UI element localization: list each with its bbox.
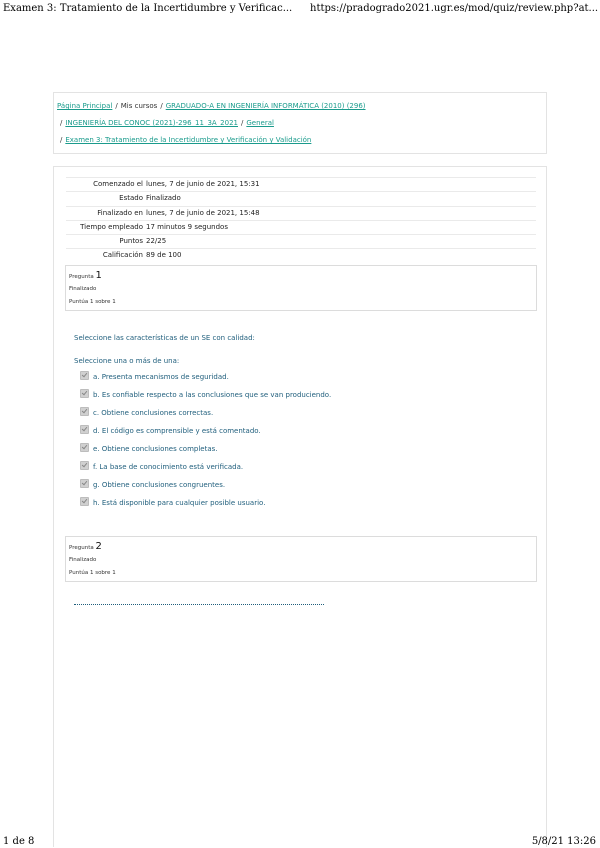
summary-key: Puntos bbox=[119, 237, 143, 246]
checked-checkbox-icon[interactable] bbox=[80, 497, 89, 506]
breadcrumb-course-link[interactable]: INGENIERÍA DEL CONOC (2021)-296_11_3A_2021 bbox=[65, 119, 238, 127]
question-label: Pregunta bbox=[69, 545, 94, 551]
checked-checkbox-icon[interactable] bbox=[80, 443, 89, 452]
question-number-value: 2 bbox=[95, 541, 102, 552]
breadcrumb-exam-link[interactable]: Examen 3: Tratamiento de la Incertidumbre y Verificación y Validación bbox=[65, 136, 312, 144]
summary-row bbox=[66, 220, 536, 234]
quiz-review-region bbox=[53, 166, 547, 847]
breadcrumb-my-courses: Mis cursos bbox=[120, 102, 158, 110]
answer-option[interactable] bbox=[80, 497, 265, 507]
print-datetime: 5/8/21 13:26 bbox=[531, 836, 596, 847]
checked-checkbox-icon[interactable] bbox=[80, 425, 89, 434]
breadcrumb-home-link[interactable]: Página Principal bbox=[57, 102, 113, 110]
summary-value: 89 de 100 bbox=[146, 251, 182, 260]
breadcrumb-line-1 bbox=[57, 102, 366, 110]
checked-checkbox-icon[interactable] bbox=[80, 389, 89, 398]
answer-option[interactable] bbox=[80, 443, 218, 453]
answer-option-label: h. Está disponible para cualquier posible usuario. bbox=[93, 499, 266, 507]
attempt-summary-table bbox=[66, 177, 536, 263]
breadcrumb-line-3 bbox=[57, 136, 311, 144]
answer-option-label: g. Obtiene conclusiones congruentes. bbox=[93, 481, 226, 489]
summary-value: 22/25 bbox=[146, 237, 167, 246]
question-2-text-cut-off bbox=[74, 603, 324, 606]
breadcrumb-separator: / bbox=[115, 102, 118, 110]
summary-key: Comenzado el bbox=[93, 180, 143, 188]
breadcrumb-separator: / bbox=[60, 136, 63, 144]
breadcrumb-separator: / bbox=[241, 119, 244, 127]
answer-option[interactable] bbox=[80, 461, 243, 471]
summary-key: Calificación bbox=[102, 251, 143, 260]
summary-value: 17 minutos 9 segundos bbox=[146, 222, 228, 231]
print-header bbox=[0, 0, 600, 20]
question-1-info bbox=[65, 265, 537, 311]
answer-option[interactable] bbox=[80, 407, 213, 417]
summary-key: Finalizado en bbox=[97, 208, 143, 217]
question-number bbox=[69, 541, 102, 552]
answer-option[interactable] bbox=[80, 371, 229, 381]
answer-option-label: a. Presenta mecanismos de seguridad. bbox=[93, 373, 229, 381]
summary-row bbox=[66, 206, 536, 220]
answer-option-label: b. Es confiable respecto a las conclusiones que se van produciendo. bbox=[93, 391, 332, 399]
print-page-number: 1 de 8 bbox=[3, 836, 35, 847]
answer-option-label: f. La base de conocimiento está verificada. bbox=[93, 463, 244, 471]
breadcrumb bbox=[53, 92, 547, 154]
question-state: Finalizado bbox=[69, 557, 97, 563]
summary-key: Tiempo empleado bbox=[80, 222, 143, 231]
summary-value: Finalizado bbox=[146, 194, 181, 203]
breadcrumb-section-link[interactable]: General bbox=[246, 119, 274, 127]
checked-checkbox-icon[interactable] bbox=[80, 407, 89, 416]
print-page-url: https://pradogrado2021.ugr.es/mod/quiz/review.php?at... bbox=[310, 3, 599, 14]
print-footer bbox=[0, 836, 600, 848]
question-1-text: Seleccione las características de un SE con calidad: bbox=[74, 334, 255, 342]
question-state: Finalizado bbox=[69, 286, 97, 292]
question-2-info bbox=[65, 536, 537, 582]
breadcrumb-separator: / bbox=[160, 102, 163, 110]
answer-option[interactable] bbox=[80, 479, 225, 489]
print-page-title: Examen 3: Tratamiento de la Incertidumbre y Verificac... bbox=[3, 3, 293, 14]
answer-option-label: c. Obtiene conclusiones correctas. bbox=[93, 409, 214, 417]
summary-value: lunes, 7 de junio de 2021, 15:31 bbox=[146, 180, 260, 188]
summary-row bbox=[66, 191, 536, 205]
summary-value: lunes, 7 de junio de 2021, 15:48 bbox=[146, 208, 260, 217]
question-grade: Puntúa 1 sobre 1 bbox=[69, 570, 116, 576]
question-number-value: 1 bbox=[95, 270, 102, 281]
question-grade: Puntúa 1 sobre 1 bbox=[69, 299, 116, 305]
checked-checkbox-icon[interactable] bbox=[80, 461, 89, 470]
summary-row bbox=[66, 234, 536, 248]
answer-option[interactable] bbox=[80, 425, 261, 435]
answer-option-label: d. El código es comprensible y está comentado. bbox=[93, 427, 261, 435]
breadcrumb-line-2 bbox=[57, 119, 274, 127]
checked-checkbox-icon[interactable] bbox=[80, 371, 89, 380]
question-number bbox=[69, 270, 102, 281]
summary-row bbox=[66, 248, 536, 262]
question-label: Pregunta bbox=[69, 274, 94, 280]
answer-option[interactable] bbox=[80, 389, 331, 399]
answer-option-label: e. Obtiene conclusiones completas. bbox=[93, 445, 218, 453]
summary-key: Estado bbox=[119, 194, 143, 203]
checked-checkbox-icon[interactable] bbox=[80, 479, 89, 488]
breadcrumb-degree-link[interactable]: GRADUADO-A EN INGENIERÍA INFORMÁTICA (2010) (296) bbox=[165, 102, 366, 110]
breadcrumb-separator: / bbox=[60, 119, 63, 127]
question-1-prompt: Seleccione una o más de una: bbox=[74, 357, 180, 365]
summary-row bbox=[66, 177, 536, 191]
